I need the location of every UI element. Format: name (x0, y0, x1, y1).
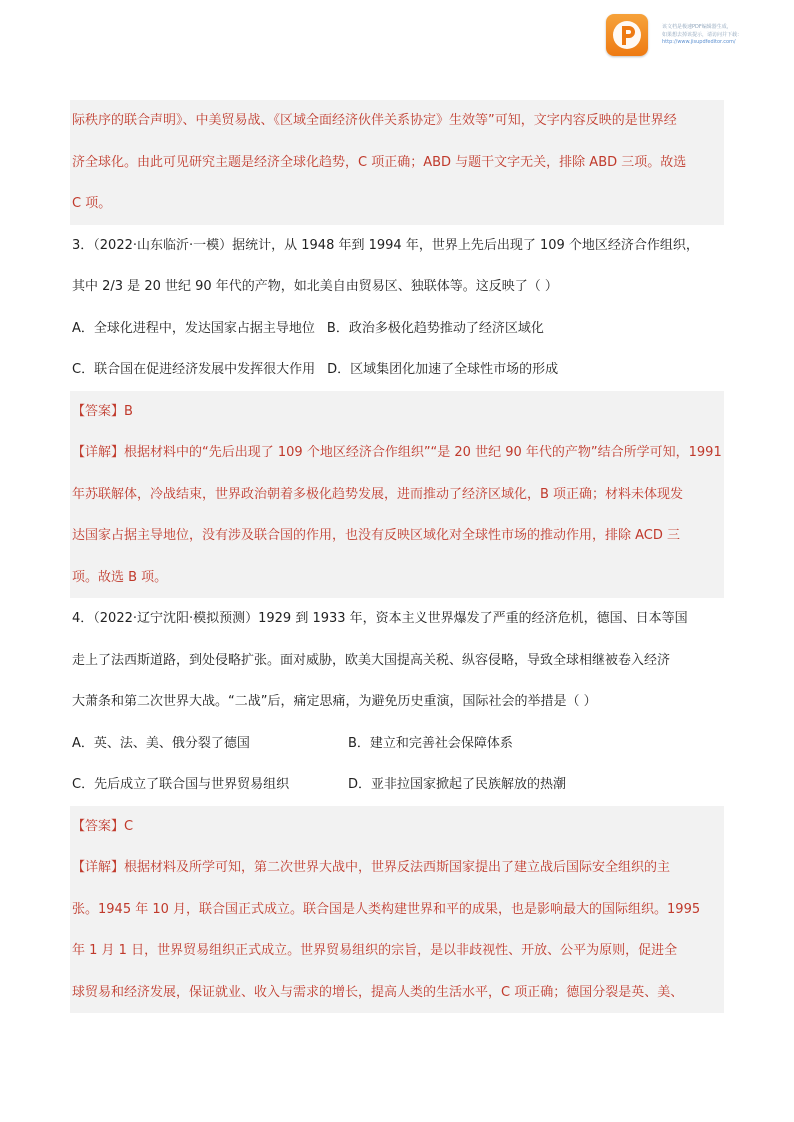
option-b: B．建立和完善社会保障体系 (348, 735, 513, 751)
watermark-line: 如果想去掉该提示，请访问并下载： (662, 31, 743, 38)
text-line: 张。1945 年 10 月，联合国正式成立。联合国是人类构建世界和平的成果，也是影响最大的国际组织。1995 (72, 901, 701, 917)
question-4-options-row-2 (70, 764, 724, 806)
option-a: A．全球化进程中，发达国家占据主导地位 (72, 320, 315, 336)
text-line: 4．（2022·辽宁沈阳·模拟预测）1929 到 1933 年，资本主义世界爆发了严重的经济危机，德国、日本等国 (72, 611, 688, 626)
watermark-line: 该文档是极速PDF编辑器生成， (662, 24, 732, 30)
answer-label: 【答案】B (72, 403, 133, 419)
text-line: 【详解】根据材料及所学可知，第二次世界大战中，世界反法西斯国家提出了建立战后国际安全组织的主 (72, 860, 671, 875)
option-c: C．联合国在促进经济发展中发挥很大作用 (72, 362, 316, 377)
question-4-stem (70, 598, 724, 723)
text-line: 【详解】根据材料中的“先后出现了 109 个地区经济合作组织”“是 20 世纪 90 年代的产物”结合所学可知，1991 (72, 445, 722, 460)
text-line: 3．（2022·山东临沂·一模）据统计，从 1948 年到 1994 年，世界上先后出现了 109 个地区经济合作组织， (72, 237, 699, 253)
previous-detail-continuation (70, 100, 724, 225)
text-line: 达国家占据主导地位，没有涉及联合国的作用，也没有反映区域化对全球性市场的推动作用，排除 ACD 三 (72, 528, 681, 543)
text-line: 其中 2/3 是 20 世纪 90 年代的产物，如北美自由贸易区、独联体等。这反映了（ ） (72, 279, 558, 294)
question-4-options-row-1 (70, 723, 724, 765)
text-line: 年 1 月 1 日，世界贸易组织正式成立。世界贸易组织的宗旨，是以非歧视性、开放、公平为原则，促进全 (72, 943, 678, 958)
text-line: 球贸易和经济发展，保证就业、收入与需求的增长，提高人类的生活水平，C 项正确；德国分裂是英、美、 (72, 984, 684, 1000)
question-3-options-row-1 (70, 308, 724, 350)
text-line: 大萧条和第二次世界大战。“二战”后，痛定思痛，为避免历史重演，国际社会的举措是（ ） (72, 694, 597, 709)
option-c: C．先后成立了联合国与世界贸易组织 (72, 777, 290, 792)
question-3-stem (70, 225, 724, 308)
watermark-text (662, 24, 792, 47)
text-line: 走上了法西斯道路，到处侵略扩张。面对威胁，欧美大国提高关税、纵容侵略，导致全球相继被卷入经济 (72, 652, 671, 668)
option-b: B．政治多极化趋势推动了经济区域化 (326, 320, 544, 336)
text-line: C 项。 (72, 196, 112, 211)
text-line: 项。故选 B 项。 (72, 569, 168, 585)
text-line: 年苏联解体，冷战结束，世界政治朝着多极化趋势发展，进而推动了经济区域化，B 项正确；材料未体现发 (72, 486, 684, 502)
text-line: 际秩序的联合声明》、中美贸易战、《区域全面经济伙伴关系协定》生效等”可知，文字内容反映的是世界经 (72, 113, 677, 128)
option-d: D．区域集团化加速了全球性市场的形成 (327, 362, 559, 377)
question-4-answer (70, 806, 724, 1014)
pdf-editor-logo-icon (606, 14, 648, 56)
document-body (70, 100, 724, 1013)
question-3-options-row-2 (70, 349, 724, 391)
watermark (606, 14, 786, 58)
option-a: A．英、法、美、俄分裂了德国 (72, 735, 250, 751)
question-3-answer (70, 391, 724, 599)
answer-label: 【答案】C (72, 818, 134, 834)
watermark-url: http://www.jisupdfeditor.com/ (662, 39, 736, 45)
option-d: D．亚非拉国家掀起了民族解放的热潮 (348, 777, 567, 792)
text-line: 济全球化。由此可见研究主题是经济全球化趋势，C 项正确；ABD 与题干文字无关，排除 ABD 三项。故选 (72, 154, 687, 170)
